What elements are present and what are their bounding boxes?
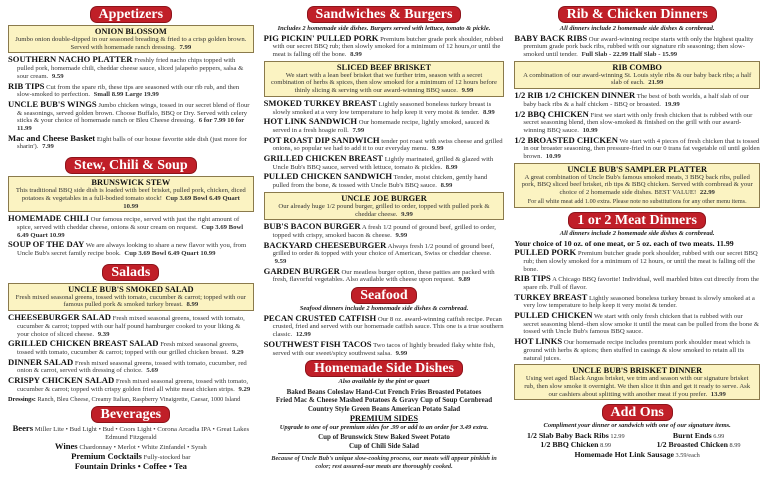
- item-price: 9.99: [395, 349, 408, 357]
- item-name: BUB'S BACON BURGER: [263, 221, 361, 232]
- menu-item-dinner-salad: [8, 356, 254, 375]
- side-dishes-row: Cup of Brunswick Stew Baked Sweet Potato: [318, 433, 450, 442]
- item-price: 9.99: [431, 145, 444, 153]
- featured-item-uncle-bub-s-smoked-salad: [8, 283, 254, 311]
- featured-item-sliced-beef-brisket: [264, 61, 505, 97]
- item-description: Our famous recipe, served with just the right amount of spice, served with cheddar cheese, onions & sour cream on request.: [17, 216, 240, 231]
- item-price: 9.39: [97, 330, 110, 338]
- item-name: PULLED CHICKEN SANDWICH: [263, 171, 393, 182]
- section-header-rib-chicken-dinners: [514, 5, 760, 23]
- item-price: Full Slab - 22.99 Half Slab - 15.99: [581, 51, 678, 58]
- featured-item-onion-blossom: [8, 25, 254, 53]
- meat-color-disclaimer: Because of Uncle Bub's unique slow-cooking process, our meats will appear pinkish in color; rest assured-our meats are thoroughly cooked.: [271, 455, 497, 470]
- item-description: The best of both worlds, a half slab of our baby back ribs & a half chicken - BBQ or broasted.: [523, 93, 749, 108]
- add-on-name: 1/2 Broasted Chicken: [656, 440, 728, 450]
- menu-item-hot-links: [514, 338, 760, 362]
- section-note: Also available by the pint or quart: [338, 378, 430, 386]
- item-name: UNCLE BUB'S SMOKED SALAD: [68, 284, 194, 294]
- menu-item-hot-link-sandwich: [264, 118, 505, 134]
- section-note: Compliment your dinner or sandwich with one of our signature items.: [543, 422, 731, 430]
- add-on-homemade-hot-link-sausage: [514, 451, 760, 460]
- add-on-price: 12.99: [610, 432, 625, 440]
- item-description: Our homemade recipe includes premium pork shoulder meat which is ground with herbs & spices; then stuffed in casings & slow smoked to retain all its natural juices.: [523, 339, 751, 362]
- dressings-list: [8, 396, 254, 404]
- beverage-fountain-drinks-coffee-tea: [8, 462, 254, 472]
- item-price: 10.99: [545, 153, 561, 161]
- add-on-name: Homemade Hot Link Sausage: [574, 449, 674, 459]
- item-price: 8.99: [186, 301, 199, 309]
- add-ons-list: [514, 432, 760, 460]
- menu-item-grilled-chicken-breast-salad: [8, 340, 254, 356]
- beverage-options: Miller Lite • Bud Light • Bud • Coors Light • Corona Arcadia IPA • Great Lakes Edmund Fitzgerald: [34, 426, 250, 441]
- item-name: UNCLE BUB'S WINGS: [8, 98, 97, 109]
- featured-item-rib-combo: [514, 61, 760, 89]
- section-title: Sandwiches & Burgers: [308, 7, 461, 22]
- item-description: Fresh mixed seasonal greens, tossed with tomato, cucumber & carrot; topped with our famous pulled pork & smoked turkey breast.: [15, 293, 246, 309]
- item-name: UNCLE BUB'S SAMPLER PLATTER: [567, 164, 708, 174]
- section-header-homemade-side-dishes: [264, 359, 505, 377]
- item-name: Mac and Cheese Basket: [8, 132, 96, 143]
- item-price: 9.59: [274, 258, 287, 266]
- item-description: We are always looking to share a new flavor with you, from Uncle Bub's secret family recipe book.: [17, 242, 247, 258]
- section-note: All dinners include 2 homemade side dishes & cornbread.: [559, 25, 715, 32]
- item-name: CRISPY CHICKEN SALAD: [8, 375, 115, 386]
- item-price: 7.99: [352, 126, 365, 134]
- menu-item-uncle-bub-s-wings: [8, 98, 254, 133]
- beverage-beers: [8, 424, 254, 442]
- item-description: Eight balls of our house favorite side dish (just more for sharin').: [17, 135, 247, 151]
- section-title: Stew, Chili & Soup: [66, 158, 196, 173]
- side-dishes-row: Country Style Green Beans American Potato Salad: [307, 404, 461, 413]
- item-description: A Chicago BBQ favorite! Individual, well marbled bites cut directly from the spare rib. Full of flavor.: [523, 276, 759, 291]
- item-name: SLICED BEEF BRISKET: [336, 62, 432, 72]
- item-price: 22.99: [699, 189, 715, 197]
- menu-item-1-2-broasted-chicken: [514, 134, 760, 161]
- item-price: 7.99: [42, 143, 54, 151]
- add-on-price: 8.99: [600, 442, 612, 450]
- item-description: Premium butcher grade pork shoulder, rubbed with our secret BBQ rub; then slowly smoked for a minimum of 12 hours,or until the meat is falling off the bone.: [272, 35, 504, 58]
- item-name: GARDEN BURGER: [263, 265, 340, 276]
- beverage-name: Fountain Drinks • Coffee • Tea: [74, 461, 187, 471]
- item-name: BRUNSWICK STEW: [91, 178, 171, 188]
- dressings-options: Ranch, Bleu Cheese, Creamy Italian, Raspberry Vinaigrette, Caesar, 1000 Island: [37, 395, 241, 403]
- item-price: 9.99: [395, 231, 408, 239]
- item-price: 6 for 7.99 10 for 11.99: [17, 117, 245, 133]
- item-name: PULLED PORK: [514, 247, 577, 258]
- section-note: Upgrade to one of our premium sides for .99 or add to an order for 3.49 extra.: [279, 423, 489, 431]
- beverage-name: Premium Cocktails: [71, 451, 142, 461]
- item-price: 7.99: [179, 43, 192, 51]
- item-name: BABY BACK RIBS: [514, 32, 588, 43]
- item-price: 12.99: [295, 331, 311, 339]
- menu-item-homemade-chili: [8, 215, 254, 239]
- section-title: Seafood: [352, 288, 415, 303]
- item-name: HOT LINKS: [514, 336, 563, 347]
- item-name: TURKEY BREAST: [514, 291, 588, 302]
- item-name: GRILLED CHICKEN BREAST SALAD: [8, 338, 159, 349]
- menu-item-pulled-pork: [514, 249, 760, 273]
- section-note: Seafood dinners include 2 homemade side dishes & cornbread.: [299, 305, 469, 313]
- menu-item-1-2-rib-1-2-chicken-dinner: [514, 92, 760, 108]
- section-title: Appetizers: [91, 7, 172, 22]
- item-price: 9.59: [51, 72, 64, 80]
- item-description: First we start with only fresh chicken that is rubbed with our secret seasoning blend, then slow-smoked & finished on the grill with our award-winning BBQ sauce.: [523, 111, 753, 134]
- item-price: 9.89: [458, 276, 471, 284]
- item-description: A great combination of Uncle Bub's famous smoked meats, 3 BBQ back ribs, pulled pork, BBQ sliced beef brisket, rib tips & BBQ chicken. Served with cornbread & your choice of 2 homemade side dishes. BEST VALUE!: [521, 173, 753, 197]
- item-description: We start with only fresh chicken that is rubbed with our secret seasoning blend–then slow smoke it until the meat can be pulled from the bone & tossed with Uncle Bub's famous BBQ sauce.: [523, 313, 760, 336]
- section-title: Rib & Chicken Dinners: [559, 7, 716, 22]
- item-name: DINNER SALAD: [8, 356, 74, 367]
- item-price: 9.29: [238, 385, 251, 393]
- item-name: HOT LINK SANDWICH: [263, 116, 358, 127]
- item-name: 1/2 BBQ CHICKEN: [514, 108, 589, 119]
- item-description: Fresh mixed seasonal greens, tossed with tomato, cucumber & carrot; topped with crispy golden fried all white meat chicken strips.: [17, 378, 249, 393]
- item-description: A combination of our award-winning St. Louis style ribs & our baby back ribs; a half slab of each.: [523, 71, 752, 87]
- item-name: UNCLE BUB'S BRISKET DINNER: [572, 366, 703, 376]
- item-description: Lightly seasoned boneless turkey breast is slowly smoked at a very low temperature to help keep it very moist & tender.: [523, 294, 755, 310]
- menu-item-rib-tips: [8, 80, 254, 99]
- item-price: Cup 3.69 Bowl 6.49 Quart 10.99: [123, 194, 240, 210]
- item-name: POT ROAST DIP SANDWICH: [263, 134, 380, 145]
- side-dishes-row: Cup of Chili Side Salad: [348, 441, 420, 450]
- menu-column-middle: [259, 0, 510, 472]
- item-note: For all white meat add 1.00 extra. Please note no substitutions for any other menu items.: [527, 197, 747, 205]
- section-note: All dinners include 2 homemade side dishes & cornbread.: [559, 229, 715, 237]
- menu-item-rib-tips: [514, 275, 760, 291]
- item-price: 19.99: [664, 100, 680, 108]
- item-name: PECAN CRUSTED CATFISH: [263, 312, 377, 323]
- item-name: RIB COMBO: [612, 62, 662, 72]
- section-header-salads: [8, 263, 254, 281]
- section-header-beverages: [8, 405, 254, 423]
- section-header-appetizers: [8, 5, 254, 23]
- item-name: PIG PICKIN' PULLED PORK: [263, 32, 379, 43]
- add-on-name: 1/2 BBQ Chicken: [540, 440, 599, 450]
- menu-item-southwest-fish-tacos: [263, 338, 505, 357]
- menu-item-pot-roast-dip-sandwich: [263, 134, 505, 153]
- menu-item-grilled-chicken-breast: [264, 155, 505, 171]
- item-price: 21.99: [648, 79, 664, 87]
- item-name: SOUTHERN NACHO PLATTER: [8, 54, 133, 65]
- item-description: Using wet aged Black Angus brisket, we trim and season with our signature brisket rub, then slow smoke it overnight. We then slice it thin and get it ready to serve. Ask our cashiers about splitting with another meat if you prefer.: [524, 375, 751, 398]
- dressings-label: Dressings:: [8, 395, 36, 403]
- premium-sides-heading: PREMIUM SIDES: [349, 414, 419, 424]
- add-on-name: 1/2 Slab Baby Back Ribs: [526, 430, 609, 440]
- section-header-1-or-2-meat-dinners: [514, 211, 760, 229]
- item-description: Premium butcher grade pork shoulder, rubbed with our secret BBQ rub; then slowly smoked for a minimum of 12 hours, or until the meat is falling off the bone.: [523, 250, 758, 273]
- menu-item-mac-and-cheese-basket: [8, 132, 254, 151]
- item-price: 9.29: [231, 348, 244, 356]
- beverage-options: Fully-stocked bar: [143, 454, 191, 461]
- item-description: Our 8 oz. award-winning catfish recipe. Pecan crusted, fried and served with our homemade catfish sauce. This one is a true southern classic.: [272, 315, 504, 339]
- menu-item-bub-s-bacon-burger: [264, 223, 505, 239]
- menu-item-pulled-chicken-sandwich: [264, 173, 505, 189]
- item-price: Cup 3.69 Bowl 6.49 Quart 10.99: [17, 223, 244, 239]
- item-name: RIB TIPS: [514, 273, 551, 284]
- item-description: Our meatless burger option, these patties are packed with fresh, flavorful vegetables. Also available with cheese upon request.: [272, 268, 495, 284]
- section-title: Salads: [103, 265, 158, 280]
- item-name: RIB TIPS: [8, 80, 45, 91]
- menu-item-pulled-chicken: [514, 312, 760, 336]
- item-description: Our homemade recipe, lightly smoked, sauced & served in a fresh hoagie roll.: [272, 119, 490, 134]
- featured-item-uncle-bub-s-brisket-dinner: [514, 364, 760, 400]
- item-name: PULLED CHICKEN: [514, 310, 593, 321]
- item-name: BACKYARD CHEESEBURGER: [263, 239, 387, 250]
- item-description: We start with a lean beef brisket that we further trim, season with a secret combination of herbs & spices, then slow smoked for a minimum of 12 hours before thinly slicing & serving with our award-winning BBQ sauce.: [270, 71, 498, 95]
- section-title: Homemade Side Dishes: [306, 361, 462, 376]
- item-price: 8.99: [350, 51, 362, 58]
- item-description: Tender, moist chicken, gently hand pulled from the bone, & tossed with Uncle Bub's BBQ sauce.: [272, 174, 488, 190]
- item-price: 10.99: [582, 126, 598, 134]
- menu-item-garden-burger: [263, 265, 505, 284]
- section-note: Includes 2 homemade side dishes. Burgers served with lettuce, tomato & pickle.: [277, 25, 491, 32]
- divider: [278, 453, 491, 454]
- section-header-seafood: [264, 286, 505, 304]
- menu-item-turkey-breast: [514, 291, 760, 310]
- item-description: This traditional BBQ side dish is loaded with beef brisket, pulled pork, chicken, diced potatoes & vegetables in a full-bodied tomato stock!: [15, 187, 246, 202]
- item-name: GRILLED CHICKEN BREAST: [263, 153, 384, 164]
- menu-item-baby-back-ribs: [514, 32, 760, 59]
- item-name: UNCLE JOE BURGER: [341, 193, 427, 203]
- section-header-stew-chili-soup: [8, 156, 254, 174]
- section-header-add-ons: [514, 403, 760, 421]
- item-description: Two tacos of lightly breaded flaky white fish, served with our sweet/spicy southwest salsa.: [272, 341, 495, 357]
- item-description: Freshly fried nacho chips topped with pulled pork, homemade chili, cheddar cheese sauce, sliced jalapeño peppers, salsa & sour cream.: [17, 57, 244, 80]
- section-title: Beverages: [92, 407, 169, 422]
- item-description: We start with 4 pieces of fresh chicken that is tossed in our broaster seasoning, then pressure-fried in our 0 trans fat vegetable oil until golden brown.: [523, 137, 760, 161]
- item-price: 8.99: [440, 182, 453, 190]
- item-description: Our award-winning recipe starts with only the highest quality premium grade pork back ribs, rubbed with our signature rib seasoning; then slow-smoked until tender.: [523, 35, 754, 58]
- side-dishes-row: Fried Mac & Cheese Mashed Potatoes & Gravy Cup of Soup Cornbread: [275, 396, 493, 405]
- menu-column-right: [509, 0, 765, 472]
- add-on-price: 3.59/each: [675, 451, 700, 459]
- item-price: 8.99: [445, 163, 458, 171]
- item-price: Cup 3.69 Bowl 6.49 Quart 10.99: [124, 250, 216, 258]
- menu-item-soup-of-the-day: [8, 241, 254, 257]
- item-name: SOUTHWEST FISH TACOS: [263, 338, 372, 349]
- side-dishes-row: Baked Beans Coleslaw Hand-Cut French Fries Broasted Potatoes: [286, 387, 482, 396]
- add-on-price: 6.99: [713, 432, 725, 440]
- featured-item-uncle-bub-s-sampler-platter: [514, 163, 760, 208]
- item-description: A fresh 1/2 pound of ground beef, grilled to order, topped with crispy, smoked bacon & cheese.: [272, 224, 496, 239]
- item-description: Fresh mixed seasonal greens, tossed with tomato, cucumber, red onion & carrot, served with dressing of choice.: [17, 359, 247, 375]
- item-price: 9.99: [401, 210, 413, 218]
- item-name: 1/2 RIB 1/2 CHICKEN DINNER: [514, 90, 636, 101]
- item-description: Lightly seasoned boneless turkey breast is slowly smoked at a very low temperature to help keep it very moist & tender.: [272, 100, 492, 116]
- add-on-name: Burnt Ends: [672, 430, 712, 440]
- item-name: 1/2 BROASTED CHICKEN: [514, 134, 618, 145]
- beverage-options: Chardonnay • Merlot • White Zinfandel • Syrah: [79, 444, 207, 451]
- item-price: 5.69: [146, 367, 159, 375]
- menu-item-southern-nacho-platter: [8, 56, 254, 80]
- item-description: Fresh mixed seasonal greens, tossed with tomato, cucumber & carrot; topped with our grilled chicken breast.: [17, 341, 239, 356]
- item-name: SOUP OF THE DAY: [8, 239, 85, 250]
- item-price: 8.99: [483, 108, 495, 116]
- item-description: Jumbo onion double-dipped in our seasoned breading & fried to a crisp golden brown. Served with homemade ranch dressing.: [15, 36, 247, 51]
- beverage-name: Wines: [54, 441, 78, 451]
- item-price: Small 8.99 Large 19.99: [93, 91, 159, 99]
- meat-dinner-choice: Your choice of 10 oz. of one meat, or 5 oz. each of two meats. 11.99: [514, 239, 734, 249]
- section-title: 1 or 2 Meat Dinners: [569, 213, 705, 228]
- item-price: 9.99: [461, 87, 474, 95]
- item-description: Lightly marinated, grilled & glazed with Uncle Bub's BBQ sauce, served with lettuce, tomato & pickles.: [272, 156, 494, 171]
- menu-item-cheeseburger-salad: [8, 314, 254, 338]
- add-on-price: 8.99: [729, 442, 741, 450]
- item-price: 13.99: [710, 390, 726, 398]
- item-description: Our already huge 1/2 pound burger, grilled to order, topped with pulled pork & cheddar cheese.: [278, 202, 490, 218]
- item-name: ONION BLOSSOM: [94, 27, 167, 36]
- section-header-sandwiches-burgers: [264, 5, 505, 23]
- item-description: Always fresh 1/2 pound of ground beef, grilled to order & topped with your choice of American, Swiss or cheddar cheese.: [272, 242, 495, 258]
- menu-item-backyard-cheeseburger: [263, 239, 505, 266]
- menu-column-left: [3, 0, 259, 472]
- menu-item-smoked-turkey-breast: [263, 97, 505, 116]
- featured-item-brunswick-stew: [8, 176, 254, 212]
- item-name: CHEESEBURGER SALAD: [8, 312, 111, 323]
- featured-item-uncle-joe-burger: [264, 192, 505, 220]
- beverage-name: Beers: [12, 423, 34, 433]
- item-description: tender pot roast with swiss cheese and grilled onions, so popular we had to add it to our everyday menu.: [272, 137, 503, 153]
- menu-item-pecan-crusted-catfish: [263, 312, 505, 339]
- menu-item-crispy-chicken-salad: [8, 377, 254, 393]
- item-name: SMOKED TURKEY BREAST: [263, 97, 377, 108]
- section-title: Add Ons: [603, 405, 672, 420]
- menu-item-1-2-bbq-chicken: [514, 108, 760, 135]
- item-name: HOMEMADE CHILI: [8, 213, 89, 224]
- item-description: Jumbo chicken wings, tossed in our secret blend of flour & seasonings, served golden brown. Choose Buffalo, BBQ or Dry. Served with celery sticks & your choice of homemade ranch or Bleu Cheese dressing.: [17, 101, 250, 125]
- menu-item-pig-pickin-pulled-pork: [263, 32, 505, 59]
- item-description: Fresh mixed seasonal greens, tossed with tomato, cucumber & carrot; topped with our half pound hamburger cooked to your liking & your choice of sliced cheese.: [17, 315, 245, 338]
- item-description: Cut from the spare rib, these tips are seasoned with our rib rub, and then slow-smoked to perfection.: [17, 83, 240, 99]
